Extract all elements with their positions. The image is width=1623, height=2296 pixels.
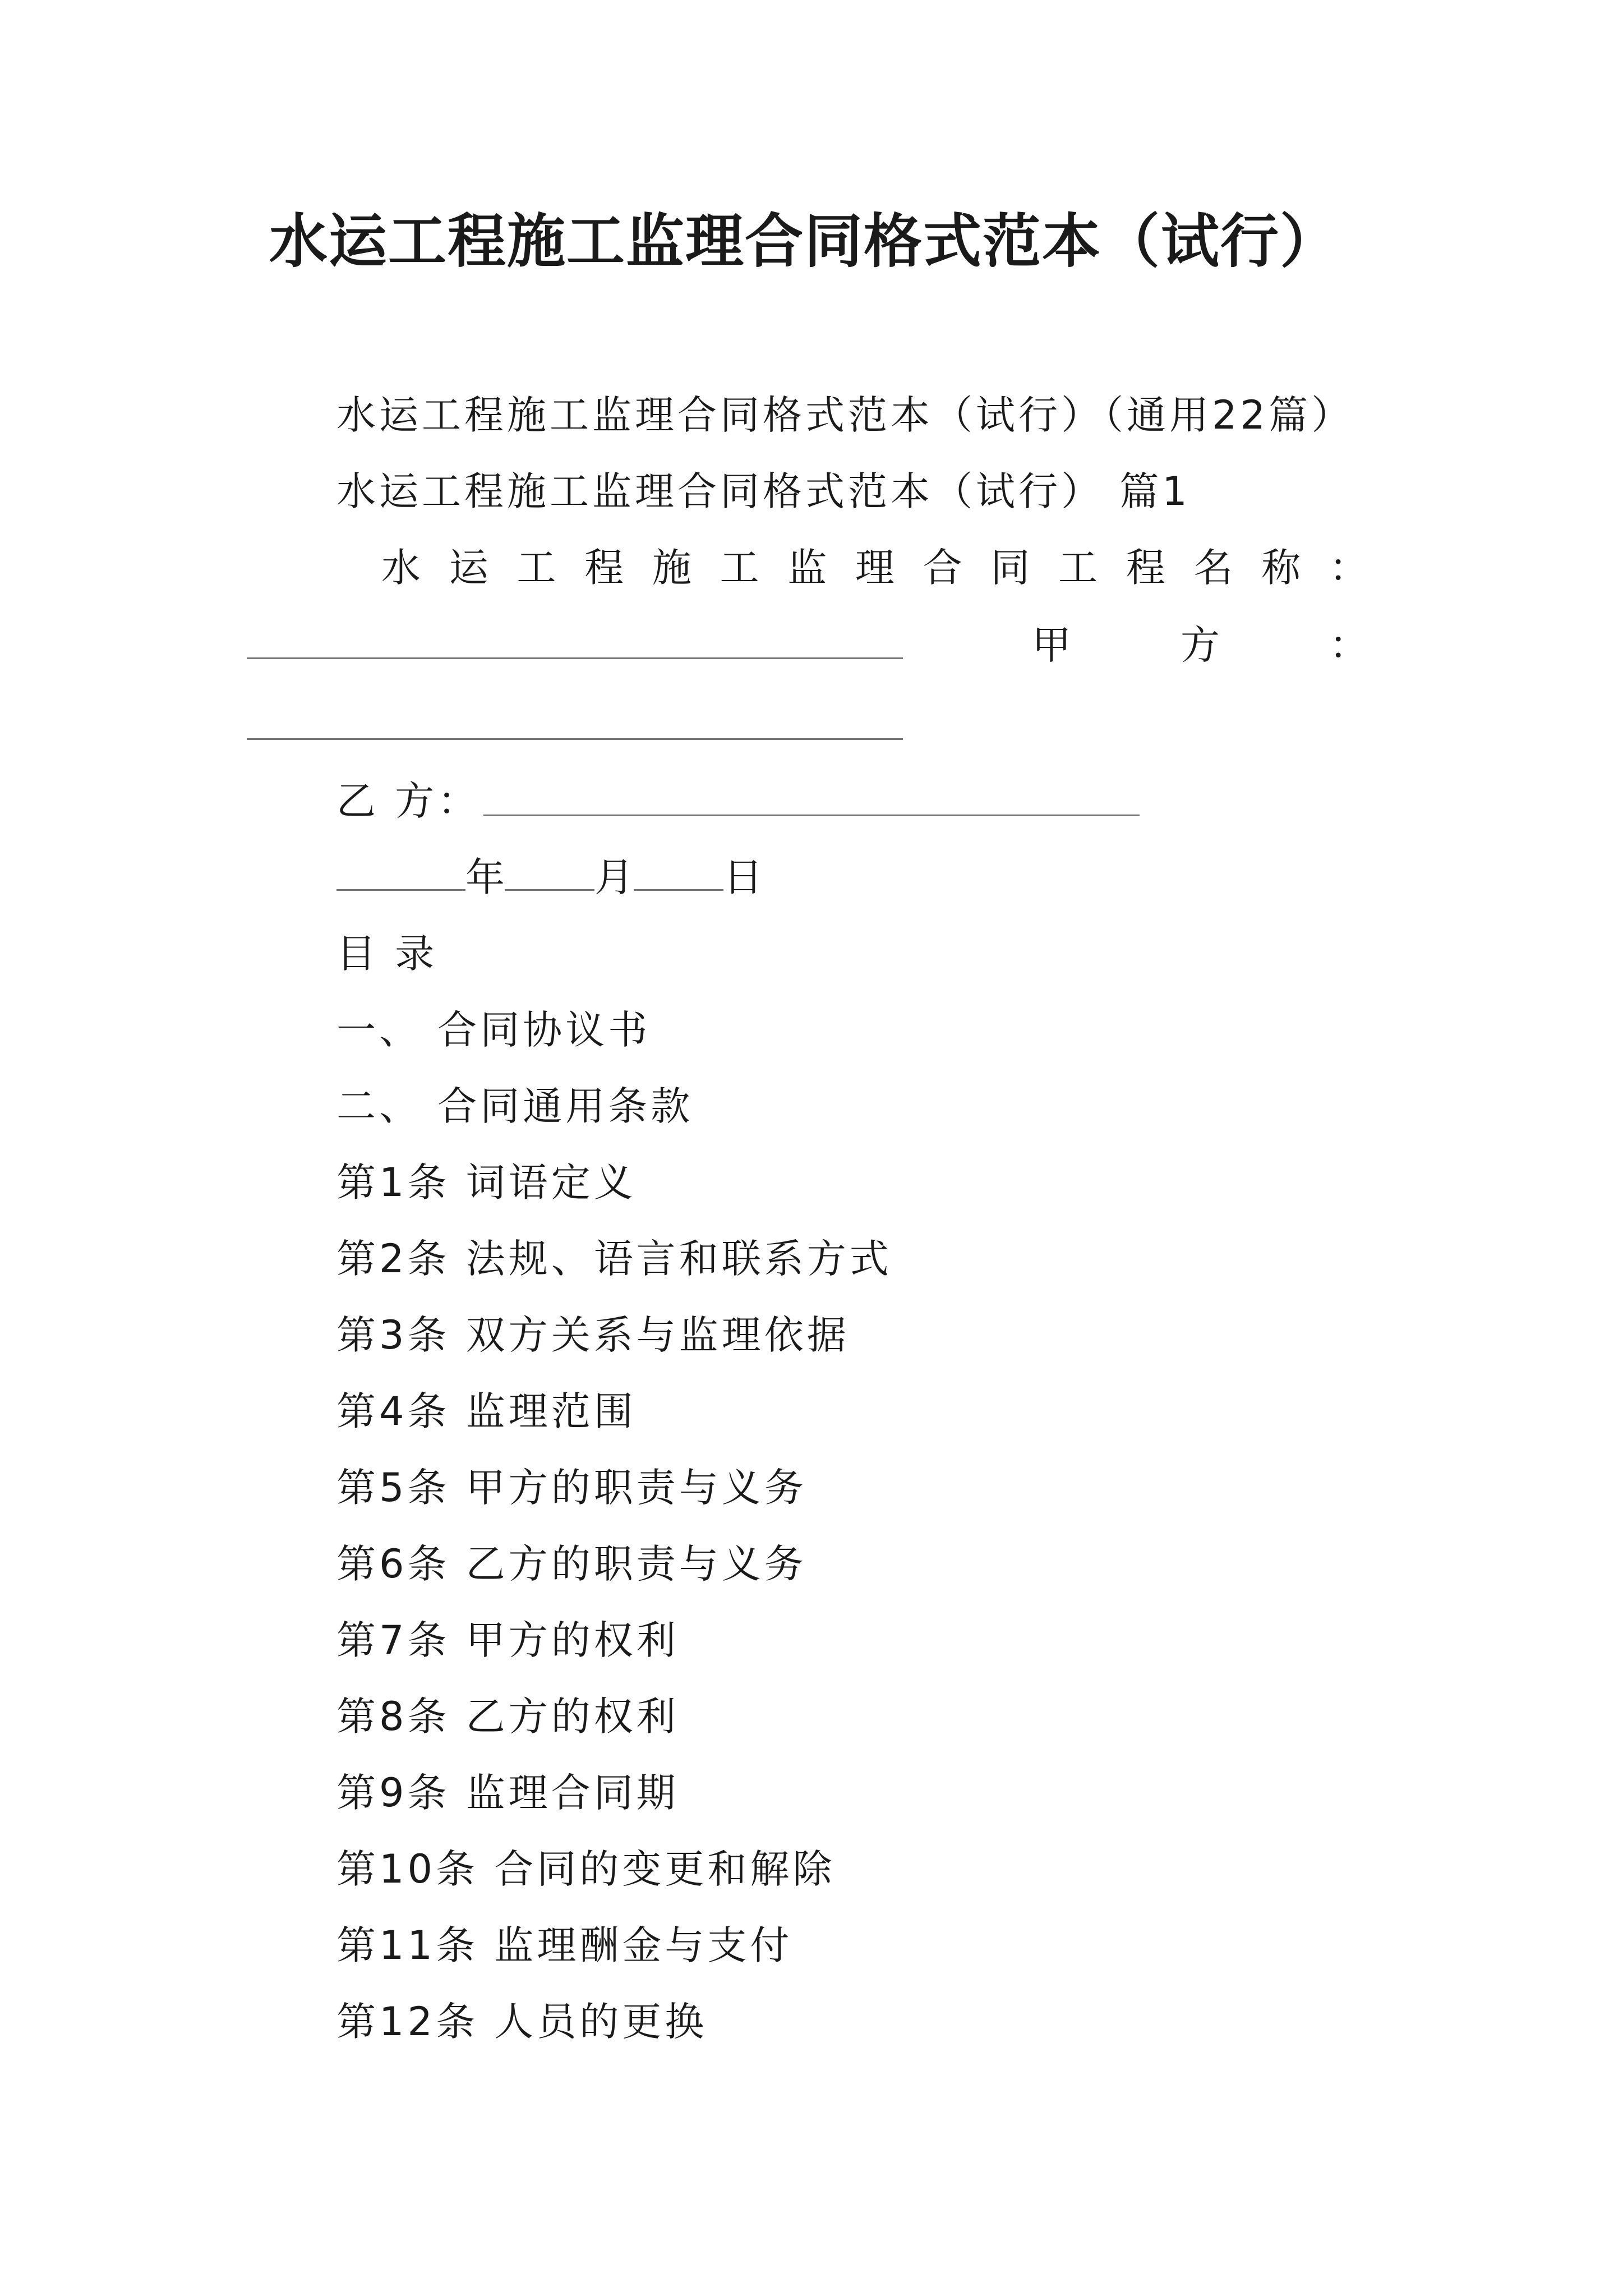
toc-item: 第5条 甲方的职责与义务	[336, 1465, 807, 1511]
party-a-char: 方	[1181, 622, 1220, 668]
toc-item: 第1条 词语定义	[336, 1159, 637, 1205]
part-heading: 水运工程施工监理合同格式范本（试行） 篇1	[336, 468, 1191, 514]
party-b-blank	[483, 815, 1140, 816]
heading-char: 程	[584, 545, 624, 591]
heading-char: 工	[1058, 545, 1098, 591]
heading-char: 名	[1193, 545, 1233, 591]
project-name-label	[381, 540, 1368, 596]
date-row	[336, 849, 763, 905]
toc-item: 第10条 合同的变更和解除	[336, 1846, 836, 1892]
year-blank	[336, 855, 465, 891]
party-b-row	[336, 773, 480, 829]
toc-item: 第6条 乙方的职责与义务	[336, 1541, 807, 1587]
project-name-blank	[247, 657, 903, 659]
toc-item: 第3条 双方关系与监理依据	[336, 1312, 850, 1358]
heading-char: 同	[990, 545, 1030, 591]
toc-item: 第4条 监理范围	[336, 1388, 637, 1434]
heading-char: 理	[855, 545, 895, 591]
heading-char: 施	[652, 545, 691, 591]
party-a-label	[1032, 617, 1368, 673]
party-a-blank	[247, 738, 903, 740]
toc-item: 第12条 人员的更换	[336, 1999, 708, 2045]
toc-item: 一、 合同协议书	[336, 1007, 651, 1053]
toc-item: 第2条 法规、语言和联系方式	[336, 1236, 892, 1282]
toc-item: 第11条 监理酬金与支付	[336, 1922, 793, 1968]
heading-char: 监	[787, 545, 827, 591]
toc-item: 第7条 甲方的权利	[336, 1617, 679, 1663]
heading-char: 称	[1261, 545, 1301, 591]
heading-char: 合	[923, 545, 962, 591]
party-a-char: 甲	[1032, 622, 1071, 668]
document-subtitle: 水运工程施工监理合同格式范本（试行）（通用22篇）	[336, 392, 1354, 438]
heading-char: 运	[449, 545, 488, 591]
toc-item: 第8条 乙方的权利	[336, 1694, 679, 1740]
toc-item: 第9条 监理合同期	[336, 1770, 679, 1816]
toc-item: 二、 合同通用条款	[336, 1083, 694, 1129]
toc-heading: 目 录	[336, 931, 438, 977]
heading-char: 程	[1126, 545, 1165, 591]
year-label: 年	[465, 854, 505, 900]
day-blank	[634, 855, 723, 891]
heading-char: ：	[1329, 545, 1368, 591]
day-label: 日	[723, 854, 763, 900]
heading-char: 工	[720, 545, 759, 591]
document-title: 水运工程施工监理合同格式范本（试行）	[269, 206, 1340, 275]
heading-char: 水	[381, 545, 421, 591]
month-label: 月	[594, 854, 634, 900]
heading-char: 工	[517, 545, 556, 591]
month-blank	[505, 855, 594, 891]
party-a-char: ：	[1329, 622, 1368, 668]
party-b-label: 乙 方：	[336, 778, 481, 824]
